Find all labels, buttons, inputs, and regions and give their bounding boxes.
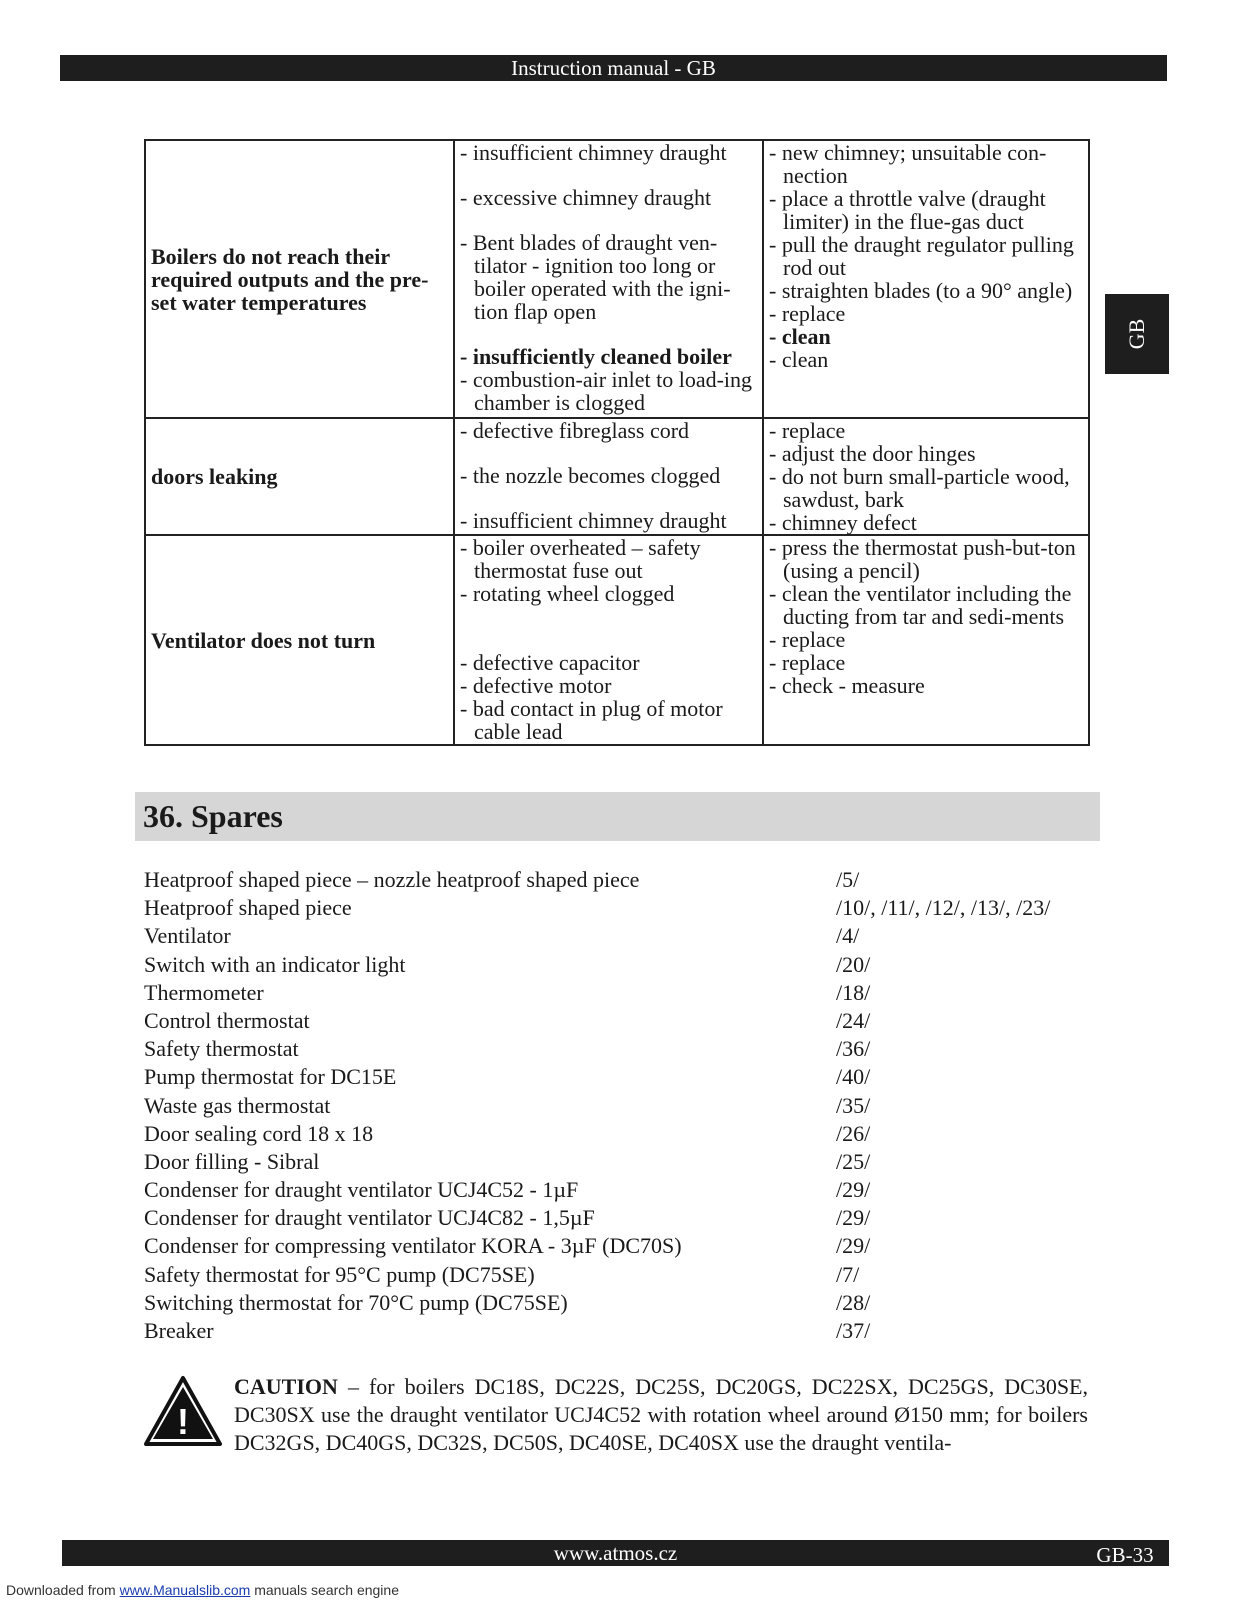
remedy-item: - clean	[769, 324, 831, 349]
spare-ref: /37/	[836, 1318, 871, 1343]
list-item	[144, 1007, 1084, 1035]
language-tab	[1105, 294, 1169, 374]
list-item	[144, 1092, 1084, 1120]
troubleshooting-table	[144, 139, 1090, 746]
header-title: Instruction manual - GB	[511, 56, 716, 80]
section-title: 36. Spares	[143, 798, 283, 834]
warning-icon	[143, 1375, 223, 1447]
spare-name: Switching thermostat for 70°C pump (DC75SE)	[144, 1289, 568, 1315]
list-item	[144, 1176, 1084, 1204]
list-item	[144, 1063, 1084, 1091]
list-item	[144, 866, 1084, 894]
remedy-item: - replace	[769, 418, 846, 443]
spare-ref: /4/	[836, 923, 860, 949]
spare-ref: /25/	[836, 1148, 871, 1174]
spare-ref: /36/	[836, 1036, 871, 1062]
footer-url[interactable]: www.atmos.cz	[553, 1541, 678, 1565]
remedy-item: - chimney defect	[769, 510, 917, 535]
spare-name: Door filling - Sibral	[144, 1148, 320, 1174]
spare-name: Safety thermostat for 95°C pump (DC75SE)	[144, 1261, 535, 1287]
caution-label: CAUTION	[234, 1374, 338, 1399]
list-item	[144, 922, 1084, 950]
cause-item: - defective motor	[460, 673, 612, 698]
manualslib-link[interactable]: www.Manualslib.com	[119, 1582, 251, 1598]
remedy-item: - replace	[769, 301, 846, 326]
spare-ref: /7/	[836, 1261, 860, 1287]
cause-item: - insufficient chimney draught	[460, 508, 727, 533]
remedies-cell	[763, 418, 1089, 535]
spare-name: Condenser for draught ventilator UCJ4C82 - 1,5µF	[144, 1205, 595, 1231]
remedy-item: - replace	[769, 650, 846, 675]
remedy-item: - clean the ventilator including the ducting from tar and sedi-ments	[769, 581, 1072, 629]
page-number: GB-33	[1096, 1543, 1154, 1567]
spare-ref: /24/	[836, 1007, 871, 1033]
list-item	[144, 1289, 1084, 1317]
list-item	[144, 894, 1084, 922]
download-suffix: manuals search engine	[250, 1582, 399, 1598]
cause-item: - boiler overheated – safety thermostat fuse out	[460, 535, 701, 583]
spare-name: Pump thermostat for DC15E	[144, 1064, 397, 1090]
remedy-item: - check - measure	[769, 673, 925, 698]
remedy-item: - clean	[769, 347, 829, 372]
cause-item: - defective fibreglass cord	[460, 418, 690, 443]
cause-item: - defective capacitor	[460, 650, 640, 675]
fault-cell: Ventilator does not turn	[145, 535, 454, 745]
cause-item: - excessive chimney draught	[460, 185, 712, 210]
page-number-box	[1081, 1540, 1169, 1566]
remedy-item: - adjust the door hinges	[769, 441, 976, 466]
remedy-item: - straighten blades (to a 90° angle)	[769, 278, 1073, 303]
warning-symbol: !	[177, 1401, 189, 1442]
fault-cell: Boilers do not reach their required outputs and the pre-set water temperatures	[145, 140, 454, 418]
spare-name: Switch with an indicator light	[144, 951, 406, 977]
list-item	[144, 1120, 1084, 1148]
table-row	[145, 140, 1089, 418]
header-bar	[60, 55, 1167, 81]
spare-ref: /29/	[836, 1205, 871, 1231]
spare-ref: /40/	[836, 1064, 871, 1090]
cause-item: - the nozzle becomes clogged	[460, 463, 721, 488]
remedy-item: - new chimney; unsuitable con-nection	[769, 140, 1047, 188]
spare-name: Condenser for draught ventilator UCJ4C52 - 1µF	[144, 1177, 579, 1203]
remedy-item: - replace	[769, 627, 846, 652]
spare-name: Ventilator	[144, 923, 231, 949]
spare-ref: /5/	[836, 867, 860, 892]
remedy-item: - pull the draught regulator pulling rod out	[769, 232, 1074, 280]
causes-cell	[454, 535, 763, 745]
spare-ref: /10/, /11/, /12/, /13/, /23/	[836, 895, 1051, 921]
remedies-cell	[763, 140, 1089, 418]
spare-ref: /26/	[836, 1120, 871, 1146]
spare-ref: /35/	[836, 1092, 871, 1118]
caution-text: – for boilers DC18S, DC22S, DC25S, DC20GS, DC22SX, DC25GS, DC30SE, DC30SX use the draught ventilator UCJ4C52 with rotation wheel around Ø150 mm; for boilers DC32GS, DC40GS, DC32S, DC50S, DC40SE, DC40SX use the draught ventila-	[234, 1374, 1088, 1455]
cause-item: - rotating wheel clogged	[460, 581, 675, 606]
list-item	[144, 1035, 1084, 1063]
list-item	[144, 1148, 1084, 1176]
list-item	[144, 951, 1084, 979]
spare-ref: /28/	[836, 1289, 871, 1315]
download-note	[6, 1582, 399, 1598]
spare-ref: /18/	[836, 979, 871, 1005]
causes-cell	[454, 140, 763, 418]
causes-cell	[454, 418, 763, 535]
spare-name: Heatproof shaped piece – nozzle heatproof shaped piece	[144, 867, 640, 892]
section-heading	[135, 792, 1100, 841]
cause-item: - combustion-air inlet to load-ing chamber is clogged	[460, 367, 753, 415]
cause-item: - insufficiently cleaned boiler	[460, 344, 732, 369]
fault-cell: doors leaking	[145, 418, 454, 535]
spare-ref: /29/	[836, 1177, 871, 1203]
spare-ref: /20/	[836, 951, 871, 977]
spare-name: Door sealing cord 18 x 18	[144, 1120, 374, 1146]
table-row	[145, 418, 1089, 535]
list-item	[144, 979, 1084, 1007]
remedy-item: - do not burn small-particle wood, sawdust, bark	[769, 464, 1070, 512]
list-item	[144, 1232, 1084, 1260]
remedies-cell	[763, 535, 1089, 745]
spare-ref: /29/	[836, 1233, 871, 1259]
caution-note	[234, 1373, 1088, 1457]
cause-item: - Bent blades of draught ven-tilator - ignition too long or boiler operated with the igni-tion flap open	[460, 230, 731, 324]
list-item	[144, 1317, 1084, 1345]
table-row	[145, 535, 1089, 745]
spare-name: Control thermostat	[144, 1007, 310, 1033]
spares-list	[144, 866, 1084, 1345]
cause-item: - insufficient chimney draught	[460, 140, 727, 165]
language-tab-label: GB	[1124, 318, 1149, 350]
cause-item: - bad contact in plug of motor cable lead	[460, 696, 723, 744]
footer-bar	[62, 1540, 1169, 1566]
spare-name: Safety thermostat	[144, 1036, 299, 1062]
spare-name: Breaker	[144, 1318, 214, 1343]
download-prefix: Downloaded from	[6, 1582, 120, 1598]
spare-name: Heatproof shaped piece	[144, 895, 352, 921]
list-item	[144, 1261, 1084, 1289]
spare-name: Waste gas thermostat	[144, 1092, 331, 1118]
spare-name: Condenser for compressing ventilator KORA - 3µF (DC70S)	[144, 1233, 682, 1259]
remedy-item: - press the thermostat push-but-ton (using a pencil)	[769, 535, 1076, 583]
list-item	[144, 1204, 1084, 1232]
remedy-item: - place a throttle valve (draught limiter) in the flue-gas duct	[769, 186, 1046, 234]
spare-name: Thermometer	[144, 979, 264, 1005]
